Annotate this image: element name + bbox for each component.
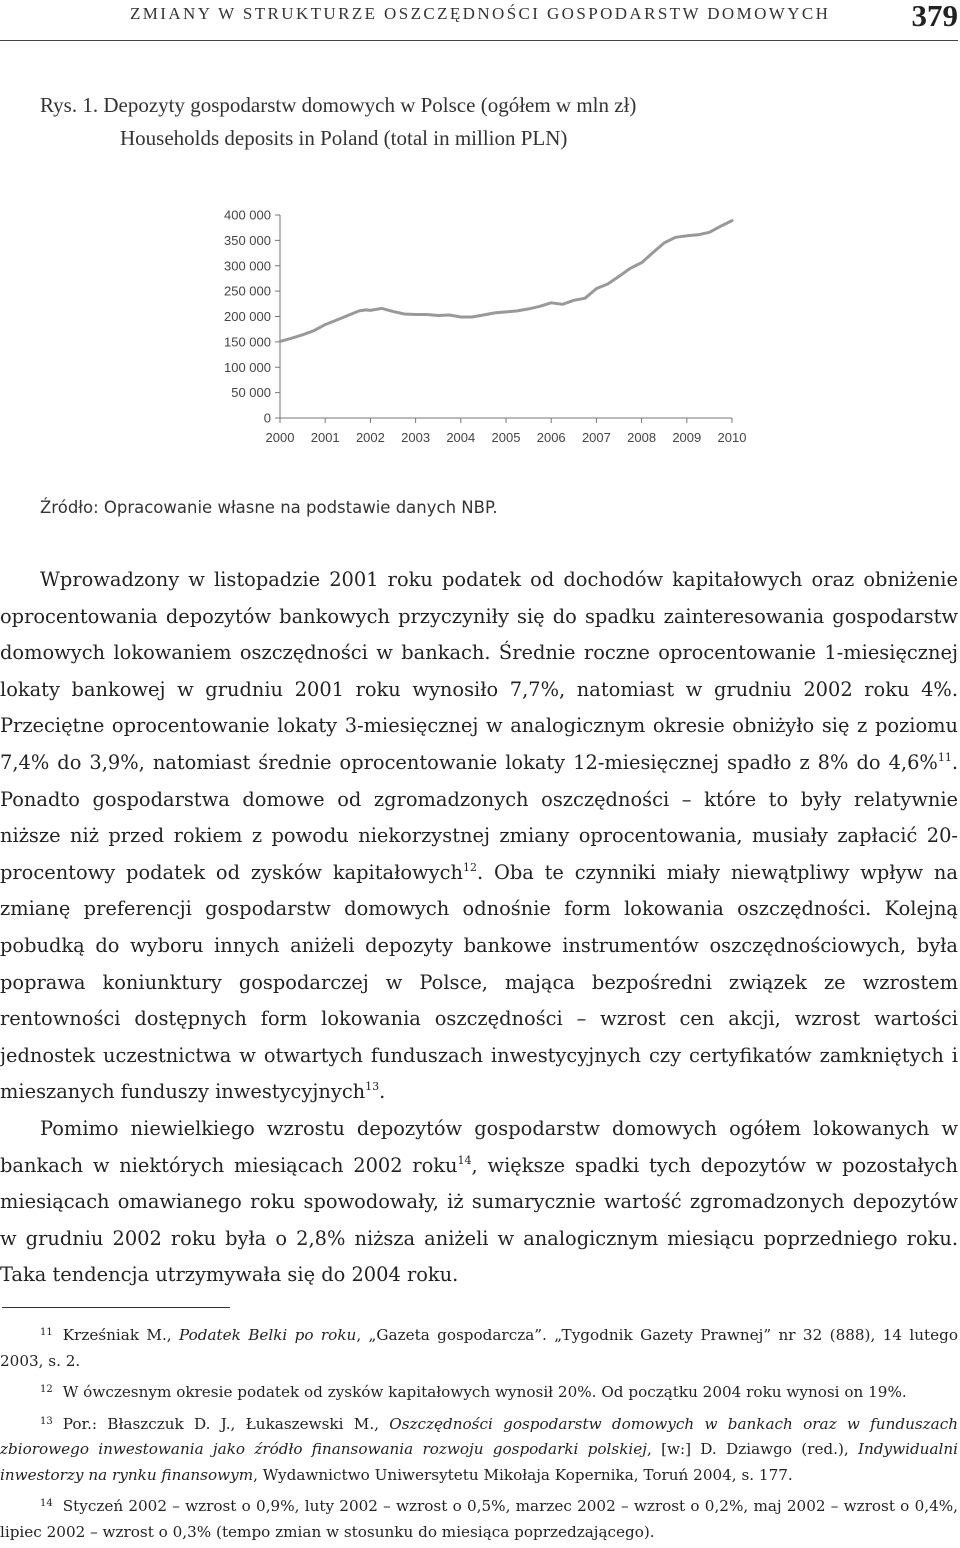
body-text: [0, 562, 958, 1294]
y-tick-label: 300 000: [224, 258, 271, 274]
running-title: ZMIANY W STRUKTURZE OSZCZĘDNOŚCI GOSPODARSTW DOMOWYCH: [130, 4, 831, 23]
paragraph-2-text-b: , większe spadki tych depozytów w pozostałych miesiącach omawianego roku spowodowały, iż sumarycznie wartość zgromadzonych depozytów w grudniu 2002 roku była o 2,8% niższa aniżeli w analogicznym miesiącu poprzedniego roku. Taka tendencja utrzymywała się do 2004 roku.: [0, 1153, 958, 1287]
x-tick-label: 2005: [491, 430, 521, 445]
x-tick-label: 2004: [446, 430, 476, 445]
footnote-13-title-a: Oszczędności gospodarstw domowych w bankach oraz w funduszach zbiorowego inwestowania jako źródło finansowania rozwoju gospodarki polskiej: [0, 1414, 959, 1458]
x-tick-label: 2001: [310, 430, 340, 445]
footnote-13-text-b: , [w:] D. Dziawgo (red.),: [646, 1440, 859, 1458]
x-tick-label: 2009: [672, 430, 702, 445]
paragraph-1-text-b: . Ponadto gospodarstwa domowe od zgromadzonych oszczędności – które to były relatywnie niższe niż przed rokiem z powodu niekorzystnej zmiany oprocentowania, musiały zapłacić 20-procentowy podatek od zysków kapitałowych: [0, 750, 958, 884]
footnote-14-text: Styczeń 2002 – wzrost o 0,9%, luty 2002 – wzrost o 0,5%, marzec 2002 – wzrost o 0,2%, maj 2002 – wzrost o 0,4%, lipiec 2002 – wzrost o 0,3% (tempo zmian w stosunku do miesiąca poprzedzającego).: [0, 1497, 958, 1541]
paragraph-1: [0, 562, 958, 1111]
paragraph-2-text-a: Pomimo niewielkiego wzrostu depozytów gospodarstw domowych ogółem lokowanych w bankach w niektórych miesiącach 2002 roku: [0, 1116, 958, 1177]
paragraph-1-text-d: .: [379, 1080, 386, 1104]
footnote-ref-13[interactable]: 13: [365, 1080, 380, 1094]
footnote-rule: [2, 1307, 230, 1308]
deposits-line-chart: [200, 205, 760, 460]
footnote-13-text-a: Por.: Błaszczuk D. J., Łukaszewski M.,: [62, 1414, 390, 1433]
y-tick-label: 250 000: [224, 283, 271, 299]
footnote-number: 14: [40, 1498, 53, 1509]
y-tick-label: 200 000: [224, 309, 271, 324]
y-tick-label: 350 000: [224, 232, 271, 248]
y-tick-label: 100 000: [224, 359, 271, 375]
x-tick-label: 2010: [717, 430, 747, 445]
footnote-11-text-a: Krześniak M.,: [62, 1326, 180, 1344]
footnote-11: [0, 1320, 958, 1374]
footnote-11-text-b: , „Gazeta gospodarcza”. „Tygodnik Gazety Prawnej” nr 32 (888), 14 lutego 2003, s. 2.: [0, 1326, 959, 1370]
footnote-11-title: Podatek Belki po roku: [179, 1326, 357, 1344]
page-number: 379: [911, 0, 958, 33]
y-tick-label: 150 000: [224, 334, 271, 350]
footnote-12: [0, 1377, 958, 1406]
footnote-13-title-b: Indywidualni inwestorzy na rynku finansowym: [0, 1440, 959, 1484]
figure-source: Źródło: Opracowanie własne na podstawie danych NBP.: [40, 498, 498, 517]
y-tick-label: 400 000: [224, 207, 271, 223]
running-head: [0, 0, 960, 42]
paragraph-1-text-c: . Oba te czynniki miały niewątpliwy wpływ na zmianę preferencji gospodarstw domowych odnośnie form lokowania oszczędności. Kolejną pobudką do wyboru innych aniżeli depozyty bankowe instrumentów oszczędnościowych, była poprawa koniunktury gospodarczej w Polsce, mająca bezpośredni związek ze wzrostem rentowności dostępnych form lokowania oszczędności – wzrost cen akcji, wzrost wartości jednostek uczestnictwa w otwartych funduszach inwestycyjnych czy certyfikatów zamkniętych i mieszanych funduszy inwestycyjnych: [0, 860, 958, 1104]
series-line-deposits: [280, 221, 732, 342]
footnote-ref-11[interactable]: 11: [937, 750, 952, 764]
footnote-ref-12[interactable]: 12: [462, 860, 477, 874]
x-tick-label: 2003: [401, 430, 431, 445]
footnote-14: [0, 1491, 958, 1545]
footnote-12-text: W ówczesnym okresie podatek od zysków kapitałowych wynosił 20%. Od początku 2004 roku wynosi on 19%.: [62, 1383, 907, 1401]
x-tick-label: 2008: [627, 430, 657, 445]
x-tick-label: 2002: [355, 430, 385, 445]
footnote-13: [0, 1409, 958, 1489]
x-tick-label: 2006: [536, 430, 566, 445]
footnote-number: 13: [40, 1415, 53, 1427]
x-tick-label: 2007: [581, 430, 611, 445]
paragraph-2: [0, 1111, 958, 1294]
figure-caption-en: Households deposits in Poland (total in million PLN): [120, 126, 568, 150]
figure-caption: [40, 89, 636, 155]
y-tick-label: 0: [263, 410, 271, 426]
figure-caption-pl: Rys. 1. Depozyty gospodarstw domowych w Polsce (ogółem w mln zł): [40, 93, 637, 117]
x-tick-label: 2000: [265, 430, 295, 445]
y-tick-label: 50 000: [231, 385, 271, 401]
footnote-13-text-c: , Wydawnictwo Uniwersytetu Mikołaja Kopernika, Toruń 2004, s. 177.: [253, 1465, 793, 1484]
footnotes: [0, 1320, 958, 1548]
footnote-number: 12: [40, 1384, 53, 1395]
header-rule: [0, 40, 958, 41]
footnote-number: 11: [40, 1327, 53, 1338]
paragraph-1-text-a: Wprowadzony w listopadzie 2001 roku podatek od dochodów kapitałowych oraz obniżenie oprocentowania depozytów bankowych przyczyniły się do spadku zainteresowania gospodarstw domowych lokowaniem oszczędności w bankach. Średnie roczne oprocentowanie 1-miesięcznej lokaty bankowej w grudniu 2001 roku wynosiło 7,7%, natomiast w grudniu 2002 roku 4%. Przeciętne oprocentowanie lokaty 3-miesięcznej w analogicznym okresie obniżyło się z poziomu 7,4% do 3,9%, natomiast średnie oprocentowanie lokaty 12-miesięcznej spadło z 8% do 4,6%: [0, 568, 958, 774]
footnote-ref-14[interactable]: 14: [457, 1153, 472, 1167]
